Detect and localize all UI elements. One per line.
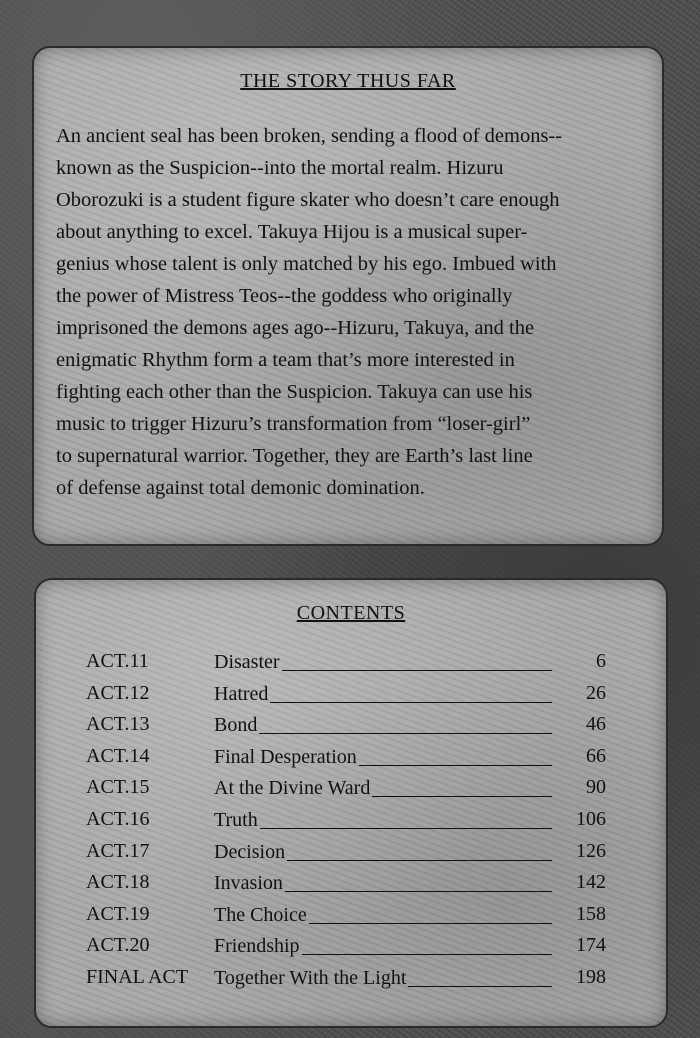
toc-chapter-title: Together With the Light bbox=[214, 966, 407, 989]
toc-entry bbox=[86, 745, 606, 777]
toc-leader-line bbox=[282, 670, 552, 671]
toc-entry bbox=[86, 840, 606, 872]
toc-title-container bbox=[214, 713, 552, 737]
toc-title-container bbox=[214, 745, 552, 769]
story-line: Oborozuki is a student figure skater who doesn’t care enough bbox=[56, 189, 560, 211]
toc-entry bbox=[86, 903, 606, 935]
toc-chapter-title: Friendship bbox=[214, 935, 300, 958]
story-line: genius whose talent is only matched by his ego. Imbued with bbox=[56, 253, 557, 275]
toc-chapter-title: Invasion bbox=[214, 872, 283, 895]
toc-title-container bbox=[214, 903, 552, 927]
toc-entry bbox=[86, 934, 606, 966]
toc-act-label: ACT.14 bbox=[86, 744, 150, 767]
toc-title-container bbox=[214, 650, 552, 674]
story-line: known as the Suspicion--into the mortal realm. Hizuru bbox=[56, 157, 504, 179]
contents-panel bbox=[34, 578, 668, 1028]
toc-page-number: 142 bbox=[576, 871, 606, 894]
story-line: enigmatic Rhythm form a team that’s more interested in bbox=[56, 349, 515, 371]
toc-entry bbox=[86, 713, 606, 745]
toc-leader-line bbox=[285, 891, 552, 892]
toc-entry bbox=[86, 650, 606, 682]
story-line: the power of Mistress Teos--the goddess who originally bbox=[56, 285, 513, 307]
story-line: music to trigger Hizuru’s transformation from “loser-girl” bbox=[56, 413, 531, 435]
story-summary-text bbox=[56, 120, 656, 504]
toc-page-number: 90 bbox=[586, 776, 606, 799]
toc-page-number: 66 bbox=[586, 744, 606, 767]
toc-chapter-title: Bond bbox=[214, 714, 258, 737]
toc-act-label: ACT.20 bbox=[86, 934, 150, 957]
table-of-contents bbox=[86, 650, 606, 998]
toc-chapter-title: Hatred bbox=[214, 682, 269, 705]
toc-entry bbox=[86, 682, 606, 714]
toc-title-container bbox=[214, 934, 552, 958]
toc-chapter-title: Decision bbox=[214, 840, 286, 863]
story-line: An ancient seal has been broken, sending a flood of demons-- bbox=[56, 125, 563, 147]
toc-chapter-title: Disaster bbox=[214, 651, 280, 673]
toc-act-label: ACT.11 bbox=[86, 650, 149, 672]
toc-title-container bbox=[214, 682, 552, 706]
toc-entry bbox=[86, 808, 606, 840]
toc-page-number: 126 bbox=[576, 839, 606, 862]
toc-leader-line bbox=[372, 796, 552, 797]
toc-leader-line bbox=[259, 733, 552, 734]
toc-page-number: 6 bbox=[596, 650, 606, 672]
toc-leader-line bbox=[302, 954, 552, 955]
story-thus-far-heading: THE STORY THUS FAR bbox=[240, 70, 456, 92]
story-line: imprisoned the demons ages ago--Hizuru, Takuya, and the bbox=[56, 317, 535, 339]
toc-title-container bbox=[214, 966, 552, 990]
toc-leader-line bbox=[260, 828, 552, 829]
toc-act-label: ACT.18 bbox=[86, 871, 150, 894]
toc-leader-line bbox=[287, 860, 552, 861]
toc-act-label: ACT.16 bbox=[86, 807, 150, 830]
toc-act-label: ACT.13 bbox=[86, 713, 150, 736]
toc-entry bbox=[86, 871, 606, 903]
toc-title-container bbox=[214, 776, 552, 800]
toc-act-label: FINAL ACT bbox=[86, 965, 189, 988]
toc-title-container bbox=[214, 808, 552, 832]
toc-page-number: 198 bbox=[576, 965, 606, 988]
toc-leader-line bbox=[270, 702, 552, 703]
toc-page-number: 158 bbox=[576, 902, 606, 925]
toc-page-number: 46 bbox=[586, 713, 606, 736]
toc-act-label: ACT.15 bbox=[86, 776, 150, 799]
toc-chapter-title: Final Desperation bbox=[214, 745, 357, 768]
toc-title-container bbox=[214, 871, 552, 895]
story-line: about anything to excel. Takuya Hijou is a musical super- bbox=[56, 221, 528, 243]
toc-page-number: 106 bbox=[576, 807, 606, 830]
toc-page-number: 174 bbox=[576, 934, 606, 957]
toc-page-number: 26 bbox=[586, 681, 606, 704]
toc-entry bbox=[86, 776, 606, 808]
toc-chapter-title: At the Divine Ward bbox=[214, 777, 371, 800]
toc-entry bbox=[86, 966, 606, 998]
toc-leader-line bbox=[309, 923, 552, 924]
toc-act-label: ACT.12 bbox=[86, 681, 150, 704]
toc-leader-line bbox=[408, 986, 552, 987]
toc-title-container bbox=[214, 840, 552, 864]
story-line: to supernatural warrior. Together, they are Earth’s last line bbox=[56, 445, 533, 467]
toc-chapter-title: Truth bbox=[214, 808, 258, 831]
story-thus-far-panel bbox=[32, 46, 664, 546]
contents-heading: CONTENTS bbox=[296, 602, 406, 624]
story-line: of defense against total demonic domination. bbox=[56, 477, 425, 499]
story-line: fighting each other than the Suspicion. Takuya can use his bbox=[56, 381, 533, 403]
toc-act-label: ACT.17 bbox=[86, 839, 150, 862]
toc-leader-line bbox=[359, 765, 552, 766]
toc-chapter-title: The Choice bbox=[214, 903, 307, 926]
toc-act-label: ACT.19 bbox=[86, 902, 150, 925]
